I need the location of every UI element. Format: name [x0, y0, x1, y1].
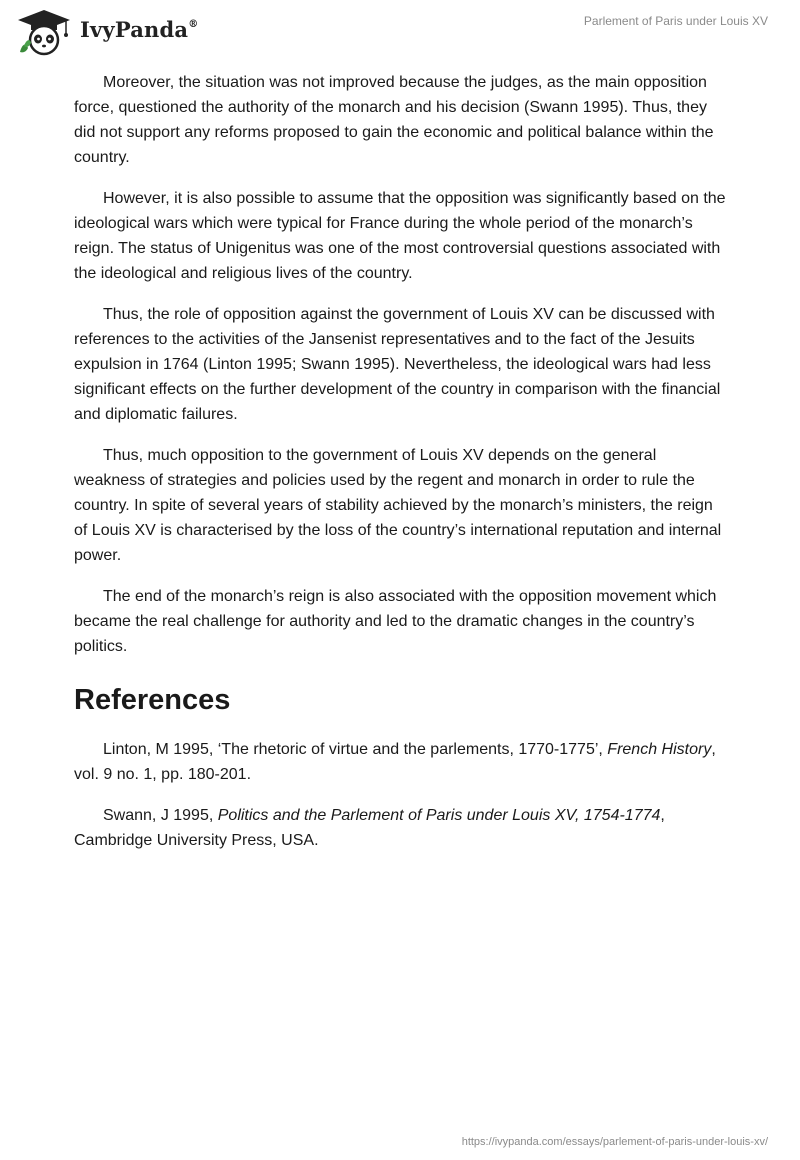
document-title: Parlement of Paris under Louis XV — [583, 14, 768, 28]
references-heading: References — [74, 684, 231, 716]
body-paragraph: Thus, much opposition to the government of Louis XV depends on the general weakness of strategies and policies used by the regent and monarch in order to rule the country. In spite of several years of stability achieved by the monarch’s ministers, the reign of Louis XV is characterised by the loss of the country’s international reputation and internal power. — [74, 447, 722, 564]
body-paragraph: Moreover, the situation was not improved because the judges, as the main opposition force, questioned the authority of the monarch and his decision (Swann 1995). Thus, they did not support any reforms proposed to gain the economic and political balance within the country. — [74, 74, 714, 166]
essay-body — [74, 70, 726, 869]
brand-name[interactable]: IvyPanda® — [80, 17, 199, 42]
reference-item: Linton, M 1995, ‘The rhetoric of virtue and the parlements, 1770-1775’, French History, vol. 9 no. 1, pp. 180-201. — [74, 741, 716, 783]
ivypanda-logo-icon[interactable] — [14, 8, 78, 56]
page-header — [0, 0, 800, 60]
body-paragraph: Thus, the role of opposition against the government of Louis XV can be discussed with references to the activities of the Jansenist representatives and to the fact of the Jesuits expulsion in 1764 (Linton 1995; Swann 1995). Nevertheless, the ideological wars had less significant effects on the further development of the country in comparison with the financial and diplomatic failures. — [74, 306, 721, 423]
body-paragraph: However, it is also possible to assume that the opposition was significantly based on the ideological wars which were typical for France during the whole period of the monarch’s reign. The status of Unigenitus was one of the most controversial questions associated with the ideological and religious lives of the country. — [74, 190, 726, 282]
body-paragraph: The end of the monarch’s reign is also associated with the opposition movement which became the real challenge for authority and led to the dramatic changes in the country’s politics. — [74, 588, 717, 655]
source-url[interactable]: https://ivypanda.com/essays/parlement-of-paris-under-louis-xv/ — [461, 1136, 768, 1148]
reference-item: Swann, J 1995, Politics and the Parlement of Paris under Louis XV, 1754-1774, Cambridge University Press, USA. — [74, 807, 665, 849]
